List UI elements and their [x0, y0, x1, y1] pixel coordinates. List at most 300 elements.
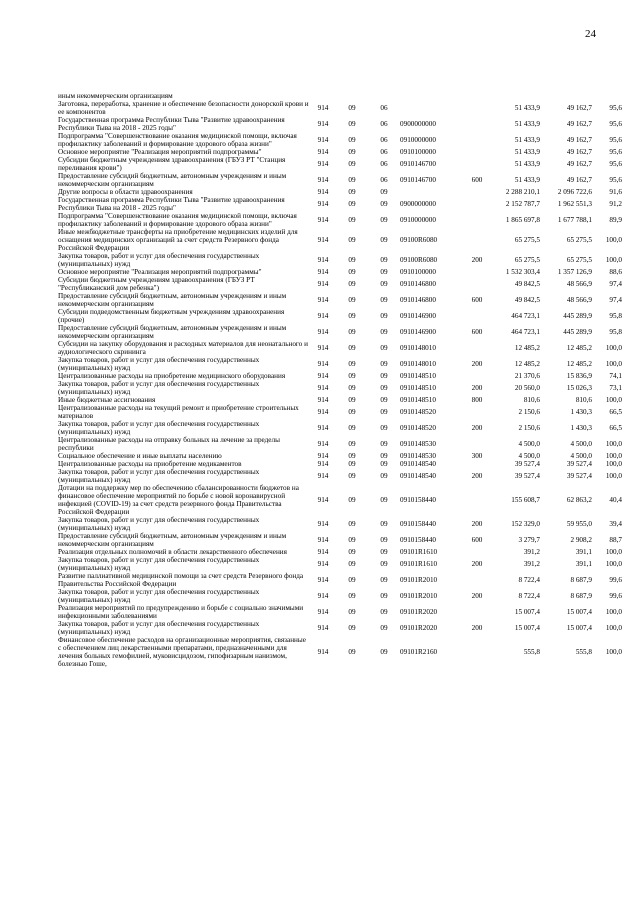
row-grbs: 914	[317, 104, 329, 112]
row-section: 09	[348, 460, 356, 468]
row-section: 09	[348, 256, 356, 264]
row-expense-type: 200	[471, 472, 483, 480]
table-row	[58, 292, 622, 308]
row-grbs: 914	[317, 576, 329, 584]
row-section: 09	[348, 104, 356, 112]
row-percent: 100,0	[605, 396, 622, 404]
table-row	[58, 252, 622, 268]
row-grbs: 914	[317, 120, 329, 128]
row-plan-amount: 51 433,9	[514, 104, 540, 112]
row-target-article: 0910148520	[400, 408, 436, 416]
row-target-article: 0910158440	[400, 520, 436, 528]
row-actual-amount: 2 096 722,6	[557, 188, 592, 196]
row-plan-amount: 51 433,9	[514, 148, 540, 156]
row-actual-amount: 1 430,3	[570, 424, 592, 432]
row-actual-amount: 445 289,9	[563, 328, 592, 336]
row-plan-amount: 65 275,5	[514, 256, 540, 264]
row-plan-amount: 51 433,9	[514, 160, 540, 168]
row-plan-amount: 1 865 697,8	[505, 216, 540, 224]
row-target-article	[400, 100, 466, 116]
table-row	[58, 148, 622, 156]
row-section: 09	[348, 188, 356, 196]
row-name: Закупка товаров, работ и услуг для обеспечения государственных (муниципальных) нужд	[58, 420, 260, 436]
row-subsection: 09	[380, 384, 388, 392]
row-percent: 95,8	[609, 312, 622, 320]
row-section: 09	[348, 576, 356, 584]
row-target-article: 09101R1610	[400, 560, 438, 568]
row-expense-type	[466, 92, 488, 100]
row-percent: 100,0	[605, 460, 622, 468]
row-plan-amount: 49 842,5	[514, 280, 540, 288]
row-expense-type: 600	[471, 328, 483, 336]
row-percent: 66,5	[609, 408, 622, 416]
row-grbs: 914	[317, 148, 329, 156]
row-name: Реализация мероприятий по предупреждению и борьбе с социально значимыми инфекционными заболеваниями	[58, 604, 304, 620]
table-row	[58, 452, 622, 460]
row-percent: 95,6	[609, 148, 622, 156]
row-subsection: 09	[380, 408, 388, 416]
row-target-article: 0910158440	[400, 536, 436, 544]
row-grbs: 914	[317, 536, 329, 544]
row-name: Предоставление субсидий бюджетным, автономным учреждениям и иным некоммерческим организациям	[58, 532, 287, 548]
row-subsection: 09	[380, 440, 388, 448]
row-expense-type	[466, 372, 488, 380]
row-percent: 73,1	[609, 384, 622, 392]
row-percent: 99,6	[609, 592, 622, 600]
row-subsection: 09	[380, 576, 388, 584]
row-actual-amount: 810,6	[575, 396, 592, 404]
row-name: Финансовое обеспечение расходов на организационные мероприятия, связанные с обеспечением лиц лекарственными препаратами, предназначенными для лечения больных гемофилией, муковисцидозом, гипофизарным нанизмом, болезнью Гоше,	[58, 636, 306, 668]
row-percent: 88,7	[609, 536, 622, 544]
row-percent: 100,0	[605, 608, 622, 616]
row-section: 09	[348, 396, 356, 404]
row-actual-amount: 48 566,9	[566, 296, 592, 304]
row-expense-type: 200	[471, 624, 483, 632]
table-row	[58, 340, 622, 356]
row-subsection: 09	[380, 548, 388, 556]
row-name: Реализация отдельных полномочий в области лекарственного обеспечения	[58, 548, 287, 556]
row-actual-amount: 1 357 126,9	[557, 268, 592, 276]
row-expense-type	[466, 460, 488, 468]
row-subsection: 09	[380, 312, 388, 320]
row-subsection: 09	[380, 520, 388, 528]
row-section: 09	[348, 176, 356, 184]
row-plan-amount: 51 433,9	[514, 120, 540, 128]
row-grbs: 914	[317, 424, 329, 432]
row-plan-amount: 2 150,6	[518, 408, 540, 416]
row-actual-amount: 15 007,4	[566, 608, 592, 616]
row-plan-amount: 12 485,2	[514, 344, 540, 352]
row-percent: 91,2	[609, 200, 622, 208]
table-row	[58, 116, 622, 132]
row-plan-amount: 555,8	[523, 648, 540, 656]
row-percent: 97,4	[609, 280, 622, 288]
row-target-article: 0910148510	[400, 396, 436, 404]
row-percent: 95,6	[609, 120, 622, 128]
row-percent: 89,9	[609, 216, 622, 224]
row-actual-amount: 8 687,9	[570, 576, 592, 584]
row-grbs: 914	[317, 460, 329, 468]
row-subsection	[368, 92, 400, 100]
row-name: Централизованные расходы на отправку больных на лечение за пределы республики	[58, 436, 280, 452]
row-plan-amount: 2 152 787,7	[505, 200, 540, 208]
row-target-article: 0910146700	[400, 176, 436, 184]
row-plan-amount: 2 150,6	[518, 424, 540, 432]
row-percent: 99,6	[609, 576, 622, 584]
row-percent: 95,6	[609, 176, 622, 184]
row-subsection: 09	[380, 236, 388, 244]
table-row	[58, 188, 622, 196]
table-row	[58, 92, 622, 100]
row-actual-amount: 12 485,2	[566, 360, 592, 368]
row-actual-amount: 445 289,9	[563, 312, 592, 320]
row-section: 09	[348, 440, 356, 448]
row-target-article: 0900000000	[400, 120, 436, 128]
row-subsection: 09	[380, 496, 388, 504]
row-plan-amount: 39 527,4	[514, 472, 540, 480]
row-grbs: 914	[317, 520, 329, 528]
row-actual-amount: 1 962 551,3	[557, 200, 592, 208]
row-subsection: 09	[380, 472, 388, 480]
row-expense-type	[466, 148, 488, 156]
row-actual-amount: 391,1	[575, 548, 592, 556]
row-grbs: 914	[317, 360, 329, 368]
row-name: Закупка товаров, работ и услуг для обеспечения государственных (муниципальных) нужд	[58, 620, 260, 636]
row-name: Закупка товаров, работ и услуг для обеспечения государственных (муниципальных) нужд	[58, 252, 260, 268]
row-percent: 95,6	[609, 104, 622, 112]
row-section: 09	[348, 648, 356, 656]
row-percent: 100,0	[605, 560, 622, 568]
row-subsection: 09	[380, 648, 388, 656]
row-actual-amount: 49 162,7	[566, 120, 592, 128]
row-name: Подпрограмма "Совершенствование оказания медицинской помощи, включая профилактику заболеваний и формирование здорового образа жизни"	[58, 212, 297, 228]
row-expense-type	[466, 604, 488, 620]
row-section: 09	[348, 200, 356, 208]
row-plan-amount: 65 275,5	[514, 236, 540, 244]
row-section: 09	[348, 360, 356, 368]
row-target-article: 09100R6080	[400, 236, 438, 244]
row-grbs	[310, 92, 336, 100]
row-grbs: 914	[317, 452, 329, 460]
row-actual-amount: 39 527,4	[566, 472, 592, 480]
row-name: Предоставление субсидий бюджетным, автономным учреждениям и иным некоммерческим организациям	[58, 172, 287, 188]
row-target-article: 0910146700	[400, 160, 436, 168]
row-percent: 95,6	[609, 136, 622, 144]
row-subsection: 09	[380, 560, 388, 568]
row-target-article: 0910100000	[400, 148, 436, 156]
row-plan-amount: 391,2	[523, 560, 540, 568]
row-section: 09	[348, 520, 356, 528]
row-name: Централизованные расходы на приобретение медицинского оборудования	[58, 372, 286, 380]
table-row	[58, 516, 622, 532]
row-expense-type	[466, 100, 488, 116]
row-subsection: 09	[380, 200, 388, 208]
row-plan-amount: 4 500,0	[518, 452, 540, 460]
row-subsection: 06	[380, 136, 388, 144]
row-grbs: 914	[317, 200, 329, 208]
row-target-article: 0910146900	[400, 312, 436, 320]
row-target-article: 0910148010	[400, 344, 436, 352]
row-section: 09	[348, 328, 356, 336]
row-actual-amount: 555,8	[575, 648, 592, 656]
row-subsection: 09	[380, 460, 388, 468]
table-row	[58, 356, 622, 372]
row-section: 09	[348, 472, 356, 480]
table-row	[58, 324, 622, 340]
row-plan-amount: 155 608,7	[511, 496, 540, 504]
row-actual-amount: 49 162,7	[566, 160, 592, 168]
row-plan-amount: 39 527,4	[514, 460, 540, 468]
row-plan-amount: 51 433,9	[514, 136, 540, 144]
row-subsection: 09	[380, 536, 388, 544]
row-expense-type	[466, 132, 488, 148]
row-section: 09	[348, 452, 356, 460]
row-expense-type	[466, 116, 488, 132]
row-subsection: 09	[380, 624, 388, 632]
row-actual-amount: 15 026,3	[566, 384, 592, 392]
row-expense-type: 200	[471, 384, 483, 392]
row-actual-amount: 15 007,4	[566, 624, 592, 632]
row-percent: 100,0	[605, 256, 622, 264]
budget-table-body	[58, 92, 622, 668]
row-name: Субсидии бюджетным учреждениям здравоохранения (ГБУЗ РТ "Республиканский дом ребенка")	[58, 276, 255, 292]
table-row	[58, 196, 622, 212]
table-row	[58, 556, 622, 572]
row-plan-amount: 152 329,0	[511, 520, 540, 528]
table-row	[58, 468, 622, 484]
row-grbs: 914	[317, 608, 329, 616]
row-name: Субсидии бюджетным учреждениям здравоохранения (ГБУЗ РТ "Станция переливания крови")	[58, 156, 286, 172]
row-actual-amount: 49 162,7	[566, 148, 592, 156]
row-percent: 100,0	[605, 548, 622, 556]
row-target-article: 0910146800	[400, 296, 436, 304]
row-expense-type: 200	[471, 424, 483, 432]
row-grbs: 914	[317, 296, 329, 304]
table-row	[58, 132, 622, 148]
row-target-article: 0910148510	[400, 384, 436, 392]
row-actual-amount: 4 500,0	[570, 440, 592, 448]
table-row	[58, 436, 622, 452]
row-name: Иные межбюджетные трансферты на приобретение медицинских изделий для оснащения медицинских организаций за счет средств Резервного фонда Российской Федерации	[58, 228, 298, 252]
row-section: 09	[348, 344, 356, 352]
table-row	[58, 372, 622, 380]
row-plan-amount: 8 722,4	[518, 576, 540, 584]
row-section	[336, 92, 368, 100]
row-grbs: 914	[317, 176, 329, 184]
table-row	[58, 396, 622, 404]
row-target-article: 0910148530	[400, 452, 436, 460]
row-target-article: 09101R2160	[400, 648, 438, 656]
row-name: Закупка товаров, работ и услуг для обеспечения государственных (муниципальных) нужд	[58, 556, 260, 572]
budget-table	[58, 92, 622, 668]
row-grbs: 914	[317, 216, 329, 224]
row-target-article: 0910000000	[400, 216, 436, 224]
row-target-article: 09101R2010	[400, 592, 438, 600]
row-expense-type	[466, 636, 488, 668]
row-section: 09	[348, 536, 356, 544]
row-name: Закупка товаров, работ и услуг для обеспечения государственных (муниципальных) нужд	[58, 380, 260, 396]
row-expense-type	[466, 156, 488, 172]
row-grbs: 914	[317, 344, 329, 352]
row-name: иным некоммерческим организациям	[58, 92, 173, 100]
row-section: 09	[348, 268, 356, 276]
table-row	[58, 484, 622, 516]
row-percent: 100,0	[605, 472, 622, 480]
table-row	[58, 636, 622, 668]
row-target-article	[400, 92, 466, 100]
row-grbs: 914	[317, 136, 329, 144]
row-section: 09	[348, 120, 356, 128]
row-grbs: 914	[317, 440, 329, 448]
row-name: Централизованные расходы на текущий ремонт и приобретение строительных материалов	[58, 404, 299, 420]
row-expense-type: 600	[471, 296, 483, 304]
row-target-article: 0910158440	[400, 496, 436, 504]
row-expense-type	[466, 276, 488, 292]
row-target-article: 0910100000	[400, 268, 436, 276]
row-grbs: 914	[317, 408, 329, 416]
table-row	[58, 588, 622, 604]
row-name: Закупка товаров, работ и услуг для обеспечения государственных (муниципальных) нужд	[58, 356, 260, 372]
row-name: Централизованные расходы на приобретение медикаментов	[58, 460, 242, 468]
row-name: Предоставление субсидий бюджетным, автономным учреждениям и иным некоммерческим организациям	[58, 324, 287, 340]
row-name: Закупка товаров, работ и услуг для обеспечения государственных (муниципальных) нужд	[58, 588, 260, 604]
row-subsection: 09	[380, 280, 388, 288]
row-subsection: 09	[380, 328, 388, 336]
row-actual-amount: 49 162,7	[566, 136, 592, 144]
row-target-article: 0910148540	[400, 472, 436, 480]
row-grbs: 914	[317, 256, 329, 264]
row-subsection: 09	[380, 296, 388, 304]
row-grbs: 914	[317, 372, 329, 380]
row-percent: 74,1	[609, 372, 622, 380]
row-percent: 95,8	[609, 328, 622, 336]
page-number: 24	[585, 28, 596, 40]
row-plan-amount: 391,2	[523, 548, 540, 556]
table-row	[58, 548, 622, 556]
row-target-article: 0900000000	[400, 200, 436, 208]
row-actual-amount: 48 566,9	[566, 280, 592, 288]
row-percent: 91,6	[609, 188, 622, 196]
row-target-article: 09101R2020	[400, 608, 438, 616]
row-plan-amount: 15 007,4	[514, 608, 540, 616]
row-grbs: 914	[317, 592, 329, 600]
row-grbs: 914	[317, 312, 329, 320]
row-plan-amount: 8 722,4	[518, 592, 540, 600]
table-row	[58, 276, 622, 292]
row-actual-amount: 1 677 788,1	[557, 216, 592, 224]
row-expense-type	[466, 484, 488, 516]
row-expense-type	[466, 196, 488, 212]
row-expense-type: 200	[471, 560, 483, 568]
row-expense-type: 200	[471, 360, 483, 368]
row-subsection: 09	[380, 188, 388, 196]
row-subsection: 09	[380, 344, 388, 352]
row-grbs: 914	[317, 548, 329, 556]
row-plan-amount: 464 723,1	[511, 312, 540, 320]
row-expense-type: 600	[471, 536, 483, 544]
row-name: Развитие паллиативной медицинской помощи за счет средств Резервного фонда Правительства Российской Федерации	[58, 572, 304, 588]
row-section: 09	[348, 280, 356, 288]
row-expense-type	[466, 572, 488, 588]
row-subsection: 09	[380, 608, 388, 616]
row-actual-amount: 1 430,3	[570, 408, 592, 416]
row-actual-amount: 15 836,9	[566, 372, 592, 380]
row-expense-type	[466, 212, 488, 228]
row-expense-type: 800	[471, 396, 483, 404]
row-plan-amount	[488, 92, 540, 100]
row-expense-type	[466, 548, 488, 556]
row-target-article: 0910148540	[400, 460, 436, 468]
row-subsection: 09	[380, 216, 388, 224]
row-percent: 88,6	[609, 268, 622, 276]
row-expense-type	[466, 404, 488, 420]
row-actual-amount: 39 527,4	[566, 460, 592, 468]
table-row	[58, 100, 622, 116]
row-actual-amount: 49 162,7	[566, 176, 592, 184]
row-section: 09	[348, 160, 356, 168]
table-row	[58, 404, 622, 420]
row-actual-amount: 65 275,5	[566, 236, 592, 244]
row-subsection: 06	[380, 120, 388, 128]
row-plan-amount: 20 560,0	[514, 384, 540, 392]
row-percent: 39,4	[609, 520, 622, 528]
row-name: Другие вопросы в области здравоохранения	[58, 188, 193, 196]
row-plan-amount: 810,6	[523, 396, 540, 404]
row-expense-type	[466, 436, 488, 452]
row-actual-amount	[540, 92, 592, 100]
row-grbs: 914	[317, 496, 329, 504]
row-section: 09	[348, 624, 356, 632]
table-row	[58, 420, 622, 436]
row-section: 09	[348, 408, 356, 416]
row-percent: 97,4	[609, 296, 622, 304]
row-section: 09	[348, 136, 356, 144]
row-name: Социальное обеспечение и иные выплаты населению	[58, 452, 222, 460]
table-row	[58, 212, 622, 228]
row-target-article: 0910000000	[400, 136, 436, 144]
row-actual-amount: 65 275,5	[566, 256, 592, 264]
row-grbs: 914	[317, 472, 329, 480]
row-section: 09	[348, 496, 356, 504]
row-expense-type	[466, 340, 488, 356]
row-expense-type: 300	[471, 452, 483, 460]
row-grbs: 914	[317, 268, 329, 276]
row-grbs: 914	[317, 624, 329, 632]
row-subsection: 09	[380, 360, 388, 368]
row-plan-amount: 4 500,0	[518, 440, 540, 448]
row-grbs: 914	[317, 648, 329, 656]
row-grbs: 914	[317, 160, 329, 168]
row-subsection: 09	[380, 256, 388, 264]
row-percent: 100,0	[605, 452, 622, 460]
row-actual-amount: 62 863,2	[566, 496, 592, 504]
row-target-article: 09100R6080	[400, 256, 438, 264]
row-grbs: 914	[317, 384, 329, 392]
row-name: Субсидии подведомственным бюджетным учреждениям здравоохранения (прочие)	[58, 308, 285, 324]
table-row	[58, 380, 622, 396]
row-plan-amount: 49 842,5	[514, 296, 540, 304]
row-percent: 100,0	[605, 344, 622, 352]
row-section: 09	[348, 560, 356, 568]
row-name: Иные бюджетные ассигнования	[58, 396, 156, 404]
row-plan-amount: 2 288 210,1	[505, 188, 540, 196]
row-actual-amount: 59 955,0	[566, 520, 592, 528]
row-section: 09	[348, 592, 356, 600]
row-name: Основное мероприятие "Реализация мероприятий подпрограммы"	[58, 268, 262, 276]
table-row	[58, 572, 622, 588]
row-expense-type: 200	[471, 256, 483, 264]
table-row	[58, 620, 622, 636]
